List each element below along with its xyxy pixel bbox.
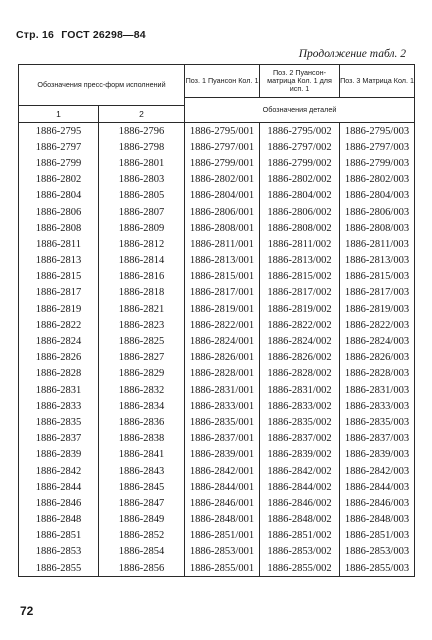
table-cell: 1886-2797: [19, 139, 99, 155]
table-cell: 1886-2839/002: [260, 447, 340, 463]
table-cell: 1886-2819/002: [260, 301, 340, 317]
table-cell: 1886-2808: [19, 220, 99, 236]
table-cell: 1886-2854: [99, 544, 185, 560]
table-cell: 1886-2826/001: [185, 350, 260, 366]
table-cell: 1886-2804: [19, 188, 99, 204]
table-cell: 1886-2803: [99, 172, 185, 188]
table-cell: 1886-2819/001: [185, 301, 260, 317]
table-cell: 1886-2853: [19, 544, 99, 560]
table-row: [19, 495, 415, 511]
table-cell: 1886-2817: [19, 285, 99, 301]
table-cell: 1886-2846/002: [260, 495, 340, 511]
table-cell: 1886-2848/002: [260, 512, 340, 528]
table-cell: 1886-2817/001: [185, 285, 260, 301]
table-cell: 1886-2799/002: [260, 155, 340, 171]
table-cell: 1886-2853/003: [340, 544, 415, 560]
table-cell: 1886-2816: [99, 269, 185, 285]
table-row: [19, 204, 415, 220]
table-row: [19, 398, 415, 414]
table-cell: 1886-2797/002: [260, 139, 340, 155]
table-cell: 1886-2842: [19, 463, 99, 479]
table-cell: 1886-2813/002: [260, 253, 340, 269]
table-cell: 1886-2818: [99, 285, 185, 301]
table-cell: 1886-2842/003: [340, 463, 415, 479]
table-cell: 1886-2846: [19, 495, 99, 511]
table-cell: 1886-2831/003: [340, 382, 415, 398]
table-cell: 1886-2833: [19, 398, 99, 414]
col-header-pos2: Поз. 2 Пуансон-матрица Кол. 1 для исп. 1: [260, 65, 340, 98]
table-cell: 1886-2827: [99, 350, 185, 366]
table-cell: 1886-2817/002: [260, 285, 340, 301]
table-row: [19, 220, 415, 236]
table-cell: 1886-2848: [19, 512, 99, 528]
table-cell: 1886-2846/001: [185, 495, 260, 511]
table-cell: 1886-2812: [99, 236, 185, 252]
table-cell: 1886-2855/002: [260, 560, 340, 577]
table-cell: 1886-2795/002: [260, 123, 340, 140]
table-cell: 1886-2797/001: [185, 139, 260, 155]
table-cell: 1886-2851/002: [260, 528, 340, 544]
table-cell: 1886-2809: [99, 220, 185, 236]
table-row: [19, 479, 415, 495]
table-cell: 1886-2815/001: [185, 269, 260, 285]
parts-table: [18, 64, 415, 577]
table-cell: 1886-2824/003: [340, 333, 415, 349]
table-row: [19, 301, 415, 317]
table-cell: 1886-2799/003: [340, 155, 415, 171]
table-cell: 1886-2798: [99, 139, 185, 155]
running-header: [16, 29, 150, 41]
table-cell: 1886-2831/001: [185, 382, 260, 398]
table-cell: 1886-2851: [19, 528, 99, 544]
table-cell: 1886-2828/003: [340, 366, 415, 382]
table-row: [19, 172, 415, 188]
table-cell: 1886-2829: [99, 366, 185, 382]
table-cell: 1886-2846/003: [340, 495, 415, 511]
table-cell: 1886-2811/003: [340, 236, 415, 252]
table-cell: 1886-2855/001: [185, 560, 260, 577]
table-cell: 1886-2811/001: [185, 236, 260, 252]
table-cell: 1886-2804/001: [185, 188, 260, 204]
table-cell: 1886-2802/001: [185, 172, 260, 188]
col-header-pos1: Поз. 1 Пуансон Кол. 1: [185, 65, 260, 98]
table-cell: 1886-2813: [19, 253, 99, 269]
table-cell: 1886-2806: [19, 204, 99, 220]
table-cell: 1886-2828: [19, 366, 99, 382]
table-cell: 1886-2824/002: [260, 333, 340, 349]
table-cell: 1886-2849: [99, 512, 185, 528]
col-header-pos3: Поз. 3 Матрица Кол. 1: [340, 65, 415, 98]
table-cell: 1886-2837/003: [340, 431, 415, 447]
table-row: [19, 155, 415, 171]
table-cell: 1886-2844/003: [340, 479, 415, 495]
table-cell: 1886-2852: [99, 528, 185, 544]
col-number-2: 2: [99, 106, 185, 123]
table-cell: 1886-2837/002: [260, 431, 340, 447]
table-cell: 1886-2833/002: [260, 398, 340, 414]
table-cell: 1886-2841: [99, 447, 185, 463]
table-cell: 1886-2795/003: [340, 123, 415, 140]
table-cell: 1886-2837: [19, 431, 99, 447]
standard-number: ГОСТ 26298—84: [61, 29, 146, 41]
table-cell: 1886-2832: [99, 382, 185, 398]
table-row: [19, 139, 415, 155]
table-cell: 1886-2802/002: [260, 172, 340, 188]
table-cell: 1886-2824: [19, 333, 99, 349]
table-row: [19, 317, 415, 333]
table-cell: 1886-2844/001: [185, 479, 260, 495]
table-cell: 1886-2835: [19, 414, 99, 430]
table-row: [19, 431, 415, 447]
table-cell: 1886-2856: [99, 560, 185, 577]
table-cell: 1886-2795/001: [185, 123, 260, 140]
table-cell: 1886-2839/001: [185, 447, 260, 463]
table-cell: 1886-2834: [99, 398, 185, 414]
table-cell: 1886-2808/003: [340, 220, 415, 236]
table-cell: 1886-2822/001: [185, 317, 260, 333]
table-row: [19, 269, 415, 285]
table-cell: 1886-2837/001: [185, 431, 260, 447]
table-cell: 1886-2828/001: [185, 366, 260, 382]
table-cell: 1886-2853/001: [185, 544, 260, 560]
table-row: [19, 528, 415, 544]
table-cell: 1886-2848/001: [185, 512, 260, 528]
table-row: [19, 382, 415, 398]
table-cell: 1886-2836: [99, 414, 185, 430]
table-row: [19, 463, 415, 479]
table-cell: 1886-2847: [99, 495, 185, 511]
table-cell: 1886-2806/002: [260, 204, 340, 220]
table-cell: 1886-2848/003: [340, 512, 415, 528]
table-row: [19, 253, 415, 269]
table-cell: 1886-2819/003: [340, 301, 415, 317]
table-cell: 1886-2825: [99, 333, 185, 349]
table-cell: 1886-2828/002: [260, 366, 340, 382]
table-cell: 1886-2804/002: [260, 188, 340, 204]
table-cell: 1886-2845: [99, 479, 185, 495]
table-row: [19, 333, 415, 349]
col-header-part-designations: Обозначения деталей: [185, 98, 415, 123]
table-row: [19, 350, 415, 366]
table-cell: 1886-2822/002: [260, 317, 340, 333]
table-cell: 1886-2842/002: [260, 463, 340, 479]
table-cell: 1886-2822: [19, 317, 99, 333]
table-cell: 1886-2822/003: [340, 317, 415, 333]
table-cell: 1886-2831: [19, 382, 99, 398]
table-row: [19, 188, 415, 204]
table-cell: 1886-2844/002: [260, 479, 340, 495]
table-cell: 1886-2806/001: [185, 204, 260, 220]
table-cell: 1886-2814: [99, 253, 185, 269]
table-cell: 1886-2802: [19, 172, 99, 188]
table-cell: 1886-2808/002: [260, 220, 340, 236]
table-row: [19, 366, 415, 382]
table-cell: 1886-2807: [99, 204, 185, 220]
table-cell: 1886-2804/003: [340, 188, 415, 204]
table-cell: 1886-2851/001: [185, 528, 260, 544]
table-cell: 1886-2799/001: [185, 155, 260, 171]
table-cell: 1886-2839/003: [340, 447, 415, 463]
table-cell: 1886-2802/003: [340, 172, 415, 188]
table-cell: 1886-2815/002: [260, 269, 340, 285]
page-number: 72: [20, 604, 34, 618]
table-cell: 1886-2819: [19, 301, 99, 317]
table-row: [19, 236, 415, 252]
table-continuation-label: Продолжение табл. 2: [298, 48, 406, 60]
table-cell: 1886-2833/001: [185, 398, 260, 414]
table-cell: 1886-2821: [99, 301, 185, 317]
table-cell: 1886-2824/001: [185, 333, 260, 349]
table-row: [19, 414, 415, 430]
table-cell: 1886-2831/002: [260, 382, 340, 398]
table-cell: 1886-2839: [19, 447, 99, 463]
table-cell: 1886-2813/003: [340, 253, 415, 269]
table-cell: 1886-2813/001: [185, 253, 260, 269]
table-cell: 1886-2826/002: [260, 350, 340, 366]
table-cell: 1886-2844: [19, 479, 99, 495]
table-cell: 1886-2805: [99, 188, 185, 204]
table-cell: 1886-2801: [99, 155, 185, 171]
table-cell: 1886-2797/003: [340, 139, 415, 155]
col-header-mold-designations: Обозначения пресс-форм исполнений: [19, 65, 185, 106]
table-cell: 1886-2796: [99, 123, 185, 140]
table-cell: 1886-2842/001: [185, 463, 260, 479]
table-cell: 1886-2833/003: [340, 398, 415, 414]
table-cell: 1886-2811/002: [260, 236, 340, 252]
table-cell: 1886-2843: [99, 463, 185, 479]
table-row: [19, 447, 415, 463]
table-cell: 1886-2855: [19, 560, 99, 577]
table-cell: 1886-2811: [19, 236, 99, 252]
table-cell: 1886-2835/001: [185, 414, 260, 430]
table-cell: 1886-2823: [99, 317, 185, 333]
table-cell: 1886-2851/003: [340, 528, 415, 544]
table-row: [19, 544, 415, 560]
table-row: [19, 560, 415, 577]
page-label: Стр. 16: [16, 29, 55, 41]
table-cell: 1886-2835/002: [260, 414, 340, 430]
table-row: [19, 512, 415, 528]
table-cell: 1886-2826: [19, 350, 99, 366]
table-cell: 1886-2795: [19, 123, 99, 140]
col-number-1: 1: [19, 106, 99, 123]
table-cell: 1886-2817/003: [340, 285, 415, 301]
table-row: [19, 285, 415, 301]
table-row: [19, 123, 415, 140]
table-cell: 1886-2835/003: [340, 414, 415, 430]
table-cell: 1886-2815/003: [340, 269, 415, 285]
table-cell: 1886-2806/003: [340, 204, 415, 220]
table-cell: 1886-2799: [19, 155, 99, 171]
table-cell: 1886-2808/001: [185, 220, 260, 236]
table-cell: 1886-2838: [99, 431, 185, 447]
table-cell: 1886-2815: [19, 269, 99, 285]
table-cell: 1886-2855/003: [340, 560, 415, 577]
table-cell: 1886-2853/002: [260, 544, 340, 560]
table-cell: 1886-2826/003: [340, 350, 415, 366]
